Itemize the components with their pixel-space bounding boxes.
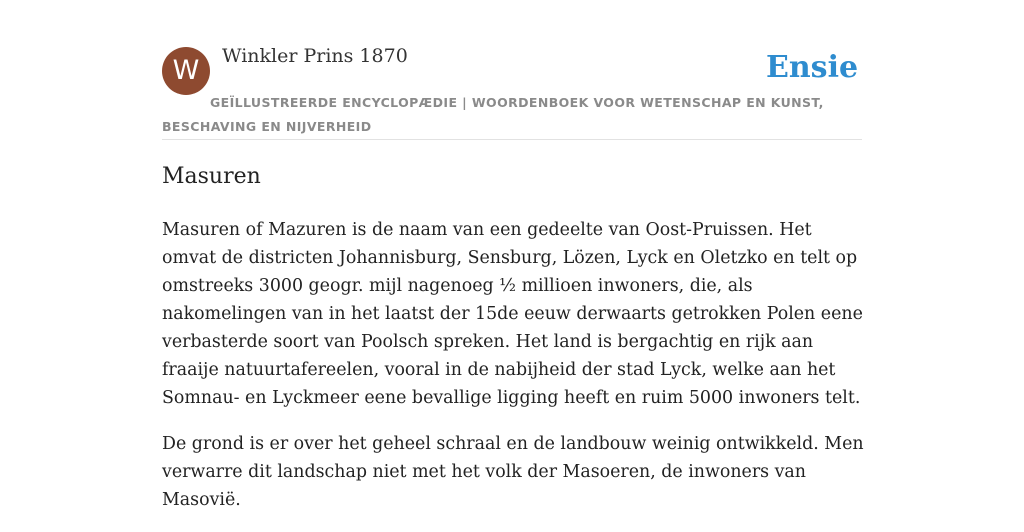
source-title[interactable]: Winkler Prins 1870 xyxy=(222,45,408,67)
entry-paragraph: De grond is er over het geheel schraal en de landbouw weinig ontwikkeld. Men verwarre dit landschap niet met het volk der Masoeren, de inwoners van Masovië. xyxy=(162,434,864,510)
ensie-logo[interactable]: Ensie xyxy=(766,50,859,85)
entry-paragraph: Masuren of Mazuren is de naam van een gedeelte van Oost-Pruissen. Het omvat de districten Johannisburg, Sensburg, Lözen, Lyck en Oletzko en telt op omstreeks 3000 geogr. mijl nagenoeg ½ millioen inwoners, die, als nakomelingen van in het laatst der 15de eeuw derwaarts getrokken Polen eene verbasterde soort van Poolsch spreken. Het land is bergachtig en rijk aan fraaije natuurtafereelen, vooral in de nabijheid der stad Lyck, welke aan het Somnau- en Lyckmeer eene bevallige ligging heeft en ruim 5000 inwoners telt. xyxy=(162,220,863,408)
header-divider xyxy=(162,139,862,140)
source-subtitle: GEÏLLUSTREERDE ENCYCLOPÆDIE | WOORDENBOEK VOOR WETENSCHAP EN KUNST, BESCHAVING EN NIJVERHEID xyxy=(162,95,824,134)
entry-title: Masuren xyxy=(162,164,261,189)
source-avatar: W xyxy=(162,47,210,95)
entry-body xyxy=(162,216,870,532)
